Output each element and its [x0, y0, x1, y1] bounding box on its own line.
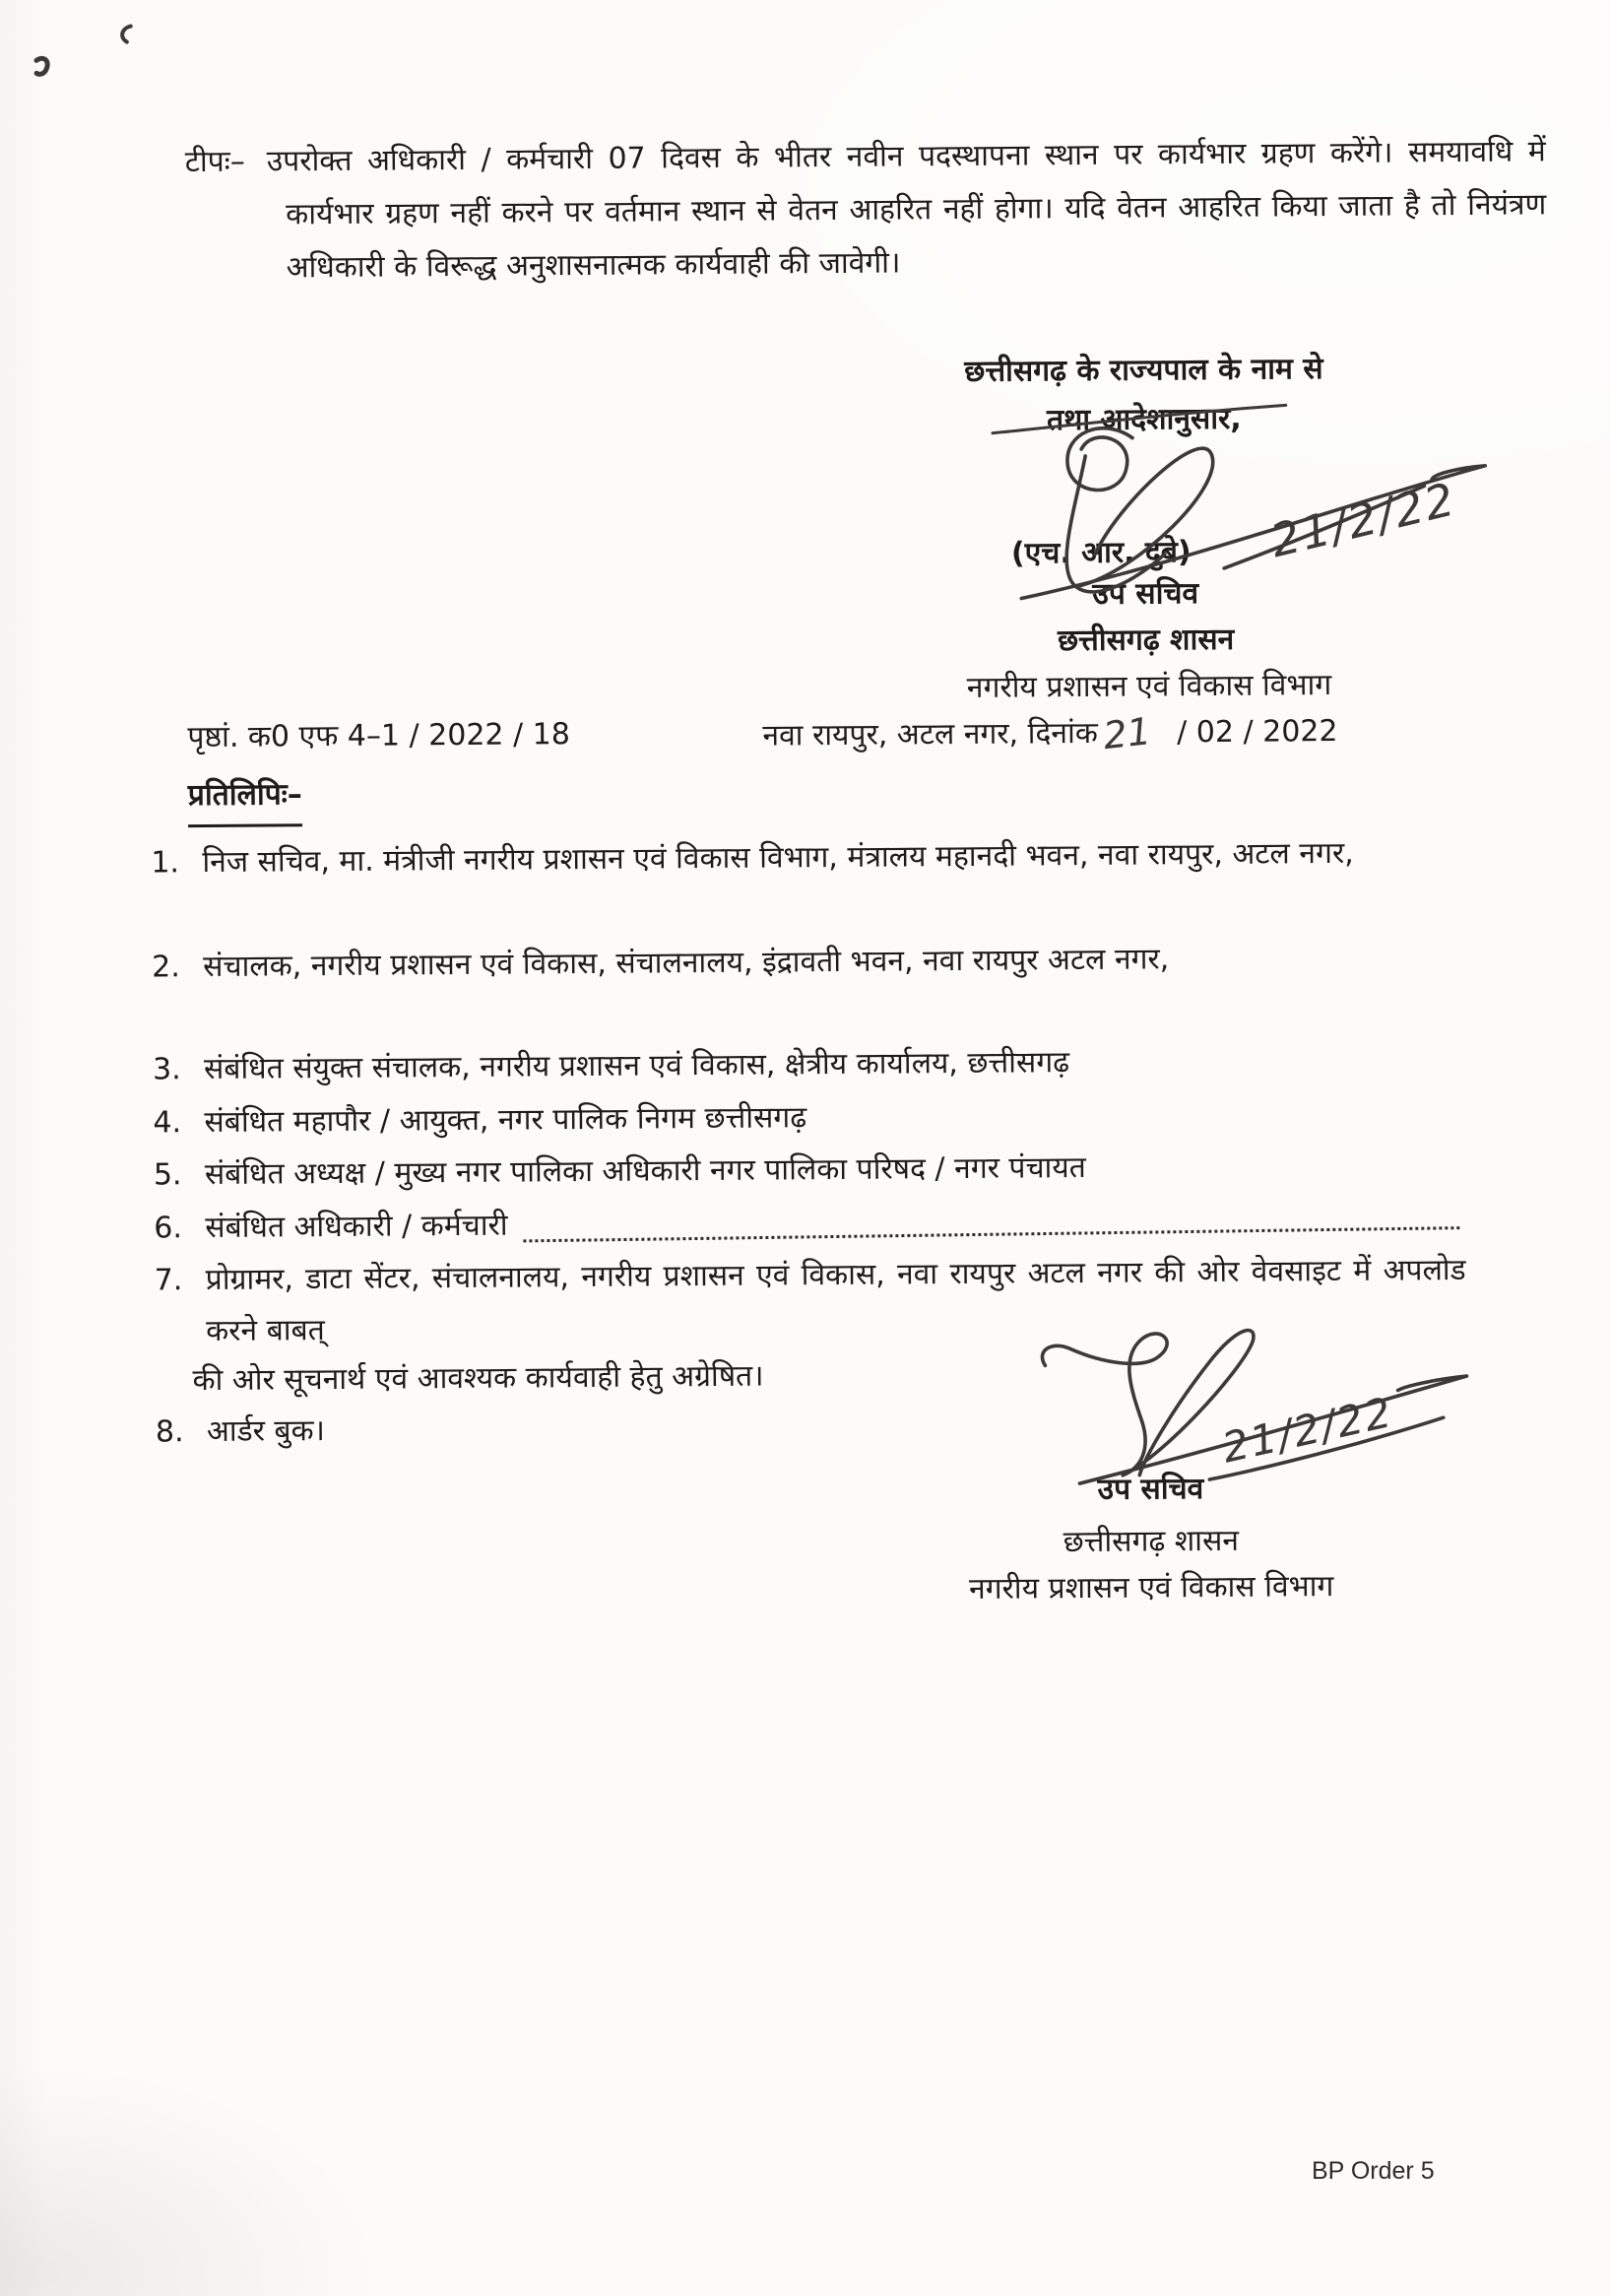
government-top: छत्तीसगढ़ शासन [1057, 622, 1235, 659]
item-text: संबंधित अध्यक्ष / मुख्य नगर पालिका अधिकारी नगर पालिका परिषद / नगर पंचायत [204, 1150, 1086, 1193]
item-number: 3. [152, 1052, 181, 1087]
handwritten-date-top: 21/2/22 [1265, 472, 1461, 568]
footer-label: BP Order 5 [1312, 2157, 1435, 2185]
handwritten-date-bottom: 21/2/22 [1217, 1387, 1398, 1473]
note-text: उपरोक्त अधिकारी / कर्मचारी 07 दिवस के भीतर नवीन पदस्थापना स्थान पर कार्यभार ग्रहण करेंगे। समयावधि में कार्यभार ग्रहण नहीं करने पर वर्तमान स्थान से वेतन आहरित नहीं होगा। यदि वेतन आहरित किया जाता है तो नियंत्रण अधिकारी के विरूद्ध अनुशासनात्मक कार्यवाही की जावेगी। [266, 134, 1547, 286]
by-order-line-1: छत्तीसगढ़ के राज्यपाल के नाम से [964, 352, 1323, 389]
item-number: 4. [153, 1105, 182, 1141]
item-number: 6. [154, 1211, 183, 1246]
stray-pen-marks [36, 27, 131, 75]
item-number: 5. [153, 1157, 182, 1193]
by-order-line-2: तथा आदेशानुसार, [1046, 401, 1242, 438]
designation-bottom: उप सचिव [1097, 1472, 1204, 1507]
place-date-prefix: नवा रायपुर, अटल नगर, दिनांक [762, 715, 1098, 754]
item-text: निज सचिव, मा. मंत्रीजी नगरीय प्रशासन एवं विकास विभाग, मंत्रालय महानदी भवन, नवा रायपुर, अटल नगर, [202, 835, 1354, 881]
copy-list-item-2 [152, 932, 1463, 993]
government-bottom: छत्तीसगढ़ शासन [1063, 1523, 1240, 1560]
note-label: टीपः– [184, 144, 245, 180]
department-bottom: नगरीय प्रशासन एवं विकास विभाग [968, 1569, 1334, 1607]
item-number: 1. [151, 845, 180, 881]
copy-list-item-4 [153, 1087, 1464, 1148]
item-text: प्रोग्रामर, डाटा सेंटर, संचालनालय, नगरीय प्रशासन एवं विकास, नवा रायपुर अटल नगर की ओर वेवसाइट में अपलोड करने बाबत् [205, 1252, 1466, 1349]
forward-line: की ओर सूचनार्थ एवं आवश्यक कार्यवाही हेतु अग्रेषित। [192, 1358, 764, 1399]
designation-top: उप सचिव [1092, 576, 1199, 612]
item-text: संबंधित संयुक्त संचालक, नगरीय प्रशासन एवं विकास, क्षेत्रीय कार्यालय, छत्तीसगढ़ [203, 1045, 1070, 1087]
copy-list-item-7 [155, 1245, 1467, 1357]
item-number: 2. [152, 950, 180, 985]
copy-list-item-1 [151, 827, 1462, 888]
signatory-name: (एच. आर. दुबे) [1010, 535, 1192, 571]
item-text: आर्डर बुक। [206, 1413, 326, 1450]
item-number: 8. [155, 1414, 184, 1450]
department-top: नगरीय प्रशासन एवं विकास विभाग [966, 668, 1332, 705]
copy-list-item-3 [153, 1034, 1464, 1095]
date-suffix: / 02 / 2022 [1177, 713, 1338, 751]
dotted-fill-line [524, 1226, 1460, 1242]
place-date-line [762, 706, 1338, 762]
note-paragraph [185, 125, 1547, 295]
copy-heading: प्रतिलिपिः– [188, 769, 302, 827]
item-number: 7. [154, 1263, 183, 1298]
item-text: संचालक, नगरीय प्रशासन एवं विकास, संचालनालय, इंद्रावती भवन, नवा रायपुर अटल नगर, [203, 942, 1170, 985]
item-text: संबंधित अधिकारी / कर्मचारी [205, 1208, 508, 1246]
handwritten-day: 21 [1101, 709, 1154, 758]
copy-list-item-5 [154, 1140, 1465, 1201]
item-text: संबंधित महापौर / आयुक्त, नगर पालिक निगम छत्तीसगढ़ [204, 1100, 807, 1141]
copy-list-item-6 [154, 1193, 1465, 1254]
endorsement-number: पृष्ठां. क0 एफ 4–1 / 2022 / 18 [187, 717, 571, 755]
